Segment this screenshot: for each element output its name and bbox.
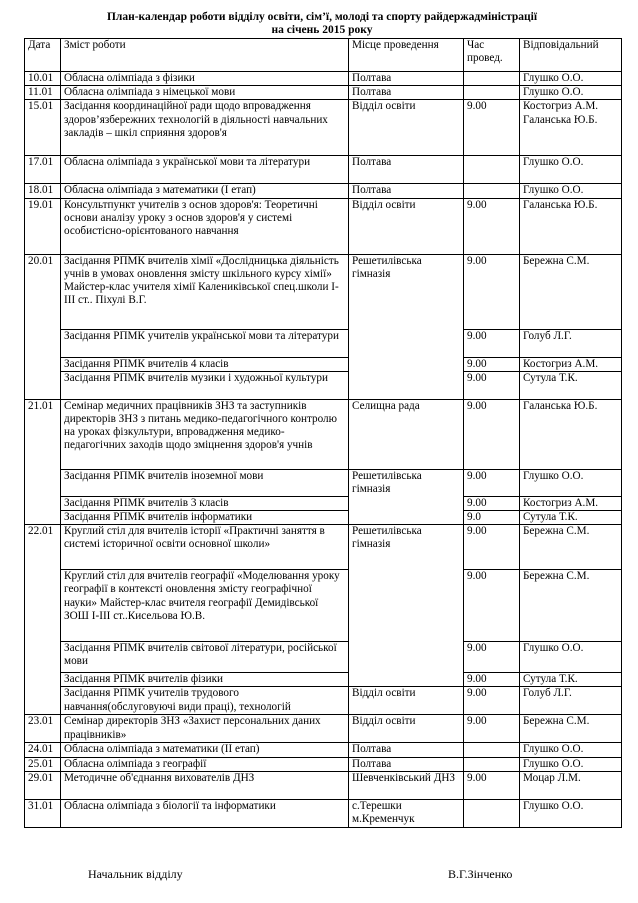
cell-time xyxy=(464,156,520,184)
cell-time xyxy=(464,757,520,771)
cell-time: 9.00 xyxy=(464,254,520,329)
cell-date: 10.01 xyxy=(25,72,61,86)
cell-responsible: Глушко О.О. xyxy=(520,156,622,184)
cell-time: 9.0 xyxy=(464,510,520,524)
cell-place xyxy=(349,510,464,524)
cell-date xyxy=(25,357,61,371)
cell-date: 29.01 xyxy=(25,771,61,799)
cell-responsible: Глушко О.О. xyxy=(520,184,622,198)
cell-responsible: Костогриз А.М. xyxy=(520,357,622,371)
cell-time: 9.00 xyxy=(464,329,520,357)
cell-place: Решетилівська гімназія xyxy=(349,525,464,570)
cell-place: Полтава xyxy=(349,184,464,198)
cell-responsible: Сутула Т.К. xyxy=(520,371,622,399)
cell-content: Консультпункт учителів з основ здоров'я: Теоретичні основи аналізу уроку з основ здоров'я у системі особистісно-орієнтованого навчання xyxy=(61,198,349,254)
cell-date xyxy=(25,570,61,642)
cell-time: 9.00 xyxy=(464,673,520,687)
cell-responsible: Глушко О.О. xyxy=(520,743,622,757)
cell-place: Полтава xyxy=(349,86,464,100)
table-row xyxy=(25,156,622,184)
cell-date xyxy=(25,496,61,510)
cell-content: Засідання РПМК вчителів іноземної мови xyxy=(61,469,349,496)
cell-place: Полтава xyxy=(349,743,464,757)
cell-content: Засідання координаційної ради щодо впровадження здоров’язбережних технологій в діяльності навчальних закладів – шкіл сприяння здоров'я xyxy=(61,100,349,156)
cell-place xyxy=(349,642,464,673)
cell-place: Відділ освіти xyxy=(349,715,464,743)
cell-responsible: Моцар Л.М. xyxy=(520,771,622,799)
cell-responsible: Голуб Л.Г. xyxy=(520,329,622,357)
cell-content: Засідання РПМК вчителів хімії «Дослідницька діяльність учнів в умовах оновлення змісту шкільного курсу хімії» Майстер-клас учителя хімії Калениківської спец.школи І-ІІІ ст.. Піхулі В.Г. xyxy=(61,254,349,329)
cell-place: Відділ освіти xyxy=(349,687,464,715)
table-row xyxy=(25,357,622,371)
table-row xyxy=(25,799,622,827)
table-row xyxy=(25,254,622,329)
cell-date: 24.01 xyxy=(25,743,61,757)
cell-content: Засідання РПМК учителів трудового навчання(обслуговуючі види праці), технологій xyxy=(61,687,349,715)
table-row xyxy=(25,198,622,254)
cell-content: Обласна олімпіада з математики (ІІ етап) xyxy=(61,743,349,757)
plan-table xyxy=(24,38,622,828)
cell-date xyxy=(25,371,61,399)
cell-responsible: Костогриз А.М. Галанська Ю.Б. xyxy=(520,100,622,156)
table-row xyxy=(25,86,622,100)
cell-date xyxy=(25,510,61,524)
cell-responsible: Сутула Т.К. xyxy=(520,673,622,687)
cell-time: 9.00 xyxy=(464,642,520,673)
cell-content: Засідання РПМК учителів української мови та літератури xyxy=(61,329,349,357)
cell-place xyxy=(349,570,464,642)
cell-responsible: Галанська Ю.Б. xyxy=(520,399,622,469)
cell-place xyxy=(349,371,464,399)
cell-content: Обласна олімпіада з української мови та літератури xyxy=(61,156,349,184)
cell-responsible: Глушко О.О. xyxy=(520,642,622,673)
cell-responsible: Бережна С.М. xyxy=(520,570,622,642)
cell-content: Семінар медичних працівників ЗНЗ та заступників директорів ЗНЗ з питань медико-педагогічного контролю на уроках фізкультури, впровадження медико-педагогічних заходів щодо зміцнення здоров'я учнів xyxy=(61,399,349,469)
cell-time: 9.00 xyxy=(464,570,520,642)
cell-time xyxy=(464,743,520,757)
cell-responsible: Сутула Т.К. xyxy=(520,510,622,524)
table-row xyxy=(25,100,622,156)
signature-position: Начальник відділу xyxy=(88,867,183,881)
cell-responsible: Бережна С.М. xyxy=(520,715,622,743)
cell-date: 31.01 xyxy=(25,799,61,827)
cell-time: 9.00 xyxy=(464,525,520,570)
cell-place: Полтава xyxy=(349,757,464,771)
cell-place: с.Терешки м.Кременчук xyxy=(349,799,464,827)
cell-time: 9.00 xyxy=(464,687,520,715)
cell-content: Обласна олімпіада з фізики xyxy=(61,72,349,86)
header-content: Зміст роботи xyxy=(61,39,349,72)
table-row xyxy=(25,743,622,757)
table-row xyxy=(25,371,622,399)
cell-responsible: Костогриз А.М. xyxy=(520,496,622,510)
cell-content: Обласна олімпіада з географії xyxy=(61,757,349,771)
cell-place: Відділ освіти xyxy=(349,100,464,156)
cell-time: 9.00 xyxy=(464,715,520,743)
cell-responsible: Глушко О.О. xyxy=(520,86,622,100)
cell-content: Засідання РПМК вчителів 4 класів xyxy=(61,357,349,371)
cell-responsible: Глушко О.О. xyxy=(520,72,622,86)
document-title xyxy=(24,11,620,37)
table-row xyxy=(25,771,622,799)
cell-date: 20.01 xyxy=(25,254,61,329)
cell-time: 9.00 xyxy=(464,198,520,254)
cell-time: 9.00 xyxy=(464,100,520,156)
cell-responsible: Голуб Л.Г. xyxy=(520,687,622,715)
cell-time xyxy=(464,86,520,100)
cell-date: 15.01 xyxy=(25,100,61,156)
cell-place: Полтава xyxy=(349,156,464,184)
table-row xyxy=(25,673,622,687)
cell-responsible: Глушко О.О. xyxy=(520,757,622,771)
title-line-2: на січень 2015 року xyxy=(271,24,373,36)
table-row xyxy=(25,72,622,86)
cell-content: Обласна олімпіада з німецької мови xyxy=(61,86,349,100)
cell-time: 9.00 xyxy=(464,771,520,799)
cell-place xyxy=(349,673,464,687)
cell-place: Решетилівська гімназія xyxy=(349,469,464,496)
cell-date xyxy=(25,642,61,673)
cell-date: 21.01 xyxy=(25,399,61,469)
cell-content: Обласна олімпіада з біології та інформатики xyxy=(61,799,349,827)
signature-name: В.Г.Зінченко xyxy=(448,867,513,881)
cell-content: Семінар директорів ЗНЗ «Захист персональних даних працівників» xyxy=(61,715,349,743)
cell-content: Засідання РПМК вчителів інформатики xyxy=(61,510,349,524)
cell-responsible: Глушко О.О. xyxy=(520,469,622,496)
cell-responsible: Глушко О.О. xyxy=(520,799,622,827)
cell-place xyxy=(349,357,464,371)
cell-place xyxy=(349,329,464,357)
table-row xyxy=(25,757,622,771)
cell-responsible: Бережна С.М. xyxy=(520,254,622,329)
table-row xyxy=(25,184,622,198)
cell-time: 9.00 xyxy=(464,357,520,371)
cell-time: 9.00 xyxy=(464,496,520,510)
cell-date: 17.01 xyxy=(25,156,61,184)
cell-content: Засідання РПМК вчителів світової літератури, російської мови xyxy=(61,642,349,673)
cell-place xyxy=(349,496,464,510)
cell-date xyxy=(25,687,61,715)
table-row xyxy=(25,399,622,469)
table-row xyxy=(25,329,622,357)
table-row xyxy=(25,525,622,570)
cell-time: 9.00 xyxy=(464,469,520,496)
cell-date: 19.01 xyxy=(25,198,61,254)
table-row xyxy=(25,570,622,642)
cell-time xyxy=(464,799,520,827)
cell-date: 11.01 xyxy=(25,86,61,100)
cell-responsible: Бережна С.М. xyxy=(520,525,622,570)
cell-time: 9.00 xyxy=(464,371,520,399)
cell-date xyxy=(25,673,61,687)
cell-content: Методичне об'єднання вихователів ДНЗ xyxy=(61,771,349,799)
cell-place: Селищна рада xyxy=(349,399,464,469)
table-row xyxy=(25,687,622,715)
cell-responsible: Галанська Ю.Б. xyxy=(520,198,622,254)
cell-time: 9.00 xyxy=(464,399,520,469)
table-row xyxy=(25,496,622,510)
header-place: Місце проведення xyxy=(349,39,464,72)
cell-place: Відділ освіти xyxy=(349,198,464,254)
cell-place: Решетилівська гімназія xyxy=(349,254,464,329)
cell-content: Круглий стіл для вчителів історії «Практичні заняття в системі історичної освіти основної школи» xyxy=(61,525,349,570)
cell-content: Засідання РПМК вчителів фізики xyxy=(61,673,349,687)
cell-time xyxy=(464,184,520,198)
header-responsible: Відповідальний xyxy=(520,39,622,72)
cell-content: Засідання РПМК вчителів 3 класів xyxy=(61,496,349,510)
cell-date: 25.01 xyxy=(25,757,61,771)
cell-content: Засідання РПМК вчителів музики і художньої культури xyxy=(61,371,349,399)
cell-place: Полтава xyxy=(349,72,464,86)
cell-date: 18.01 xyxy=(25,184,61,198)
cell-place: Шевченківський ДНЗ xyxy=(349,771,464,799)
table-row xyxy=(25,469,622,496)
table-row xyxy=(25,642,622,673)
cell-date: 23.01 xyxy=(25,715,61,743)
cell-time xyxy=(464,72,520,86)
cell-date xyxy=(25,469,61,496)
cell-content: Круглий стіл для вчителів географії «Моделювання уроку географії в контексті оновлення змісту географічної науки» Майстер-клас вчителя географії Демидівської ЗОШ І-ІІІ ст..Кисельова Ю.В. xyxy=(61,570,349,642)
cell-date: 22.01 xyxy=(25,525,61,570)
table-row xyxy=(25,510,622,524)
cell-content: Обласна олімпіада з математики (І етап) xyxy=(61,184,349,198)
header-date: Дата xyxy=(25,39,61,72)
cell-date xyxy=(25,329,61,357)
table-row xyxy=(25,715,622,743)
title-line-1: План-календар роботи відділу освіти, сім’ї, молоді та спорту райдержадміністрації xyxy=(106,11,538,23)
header-time: Час провед. xyxy=(464,39,520,72)
header-row xyxy=(25,39,622,72)
